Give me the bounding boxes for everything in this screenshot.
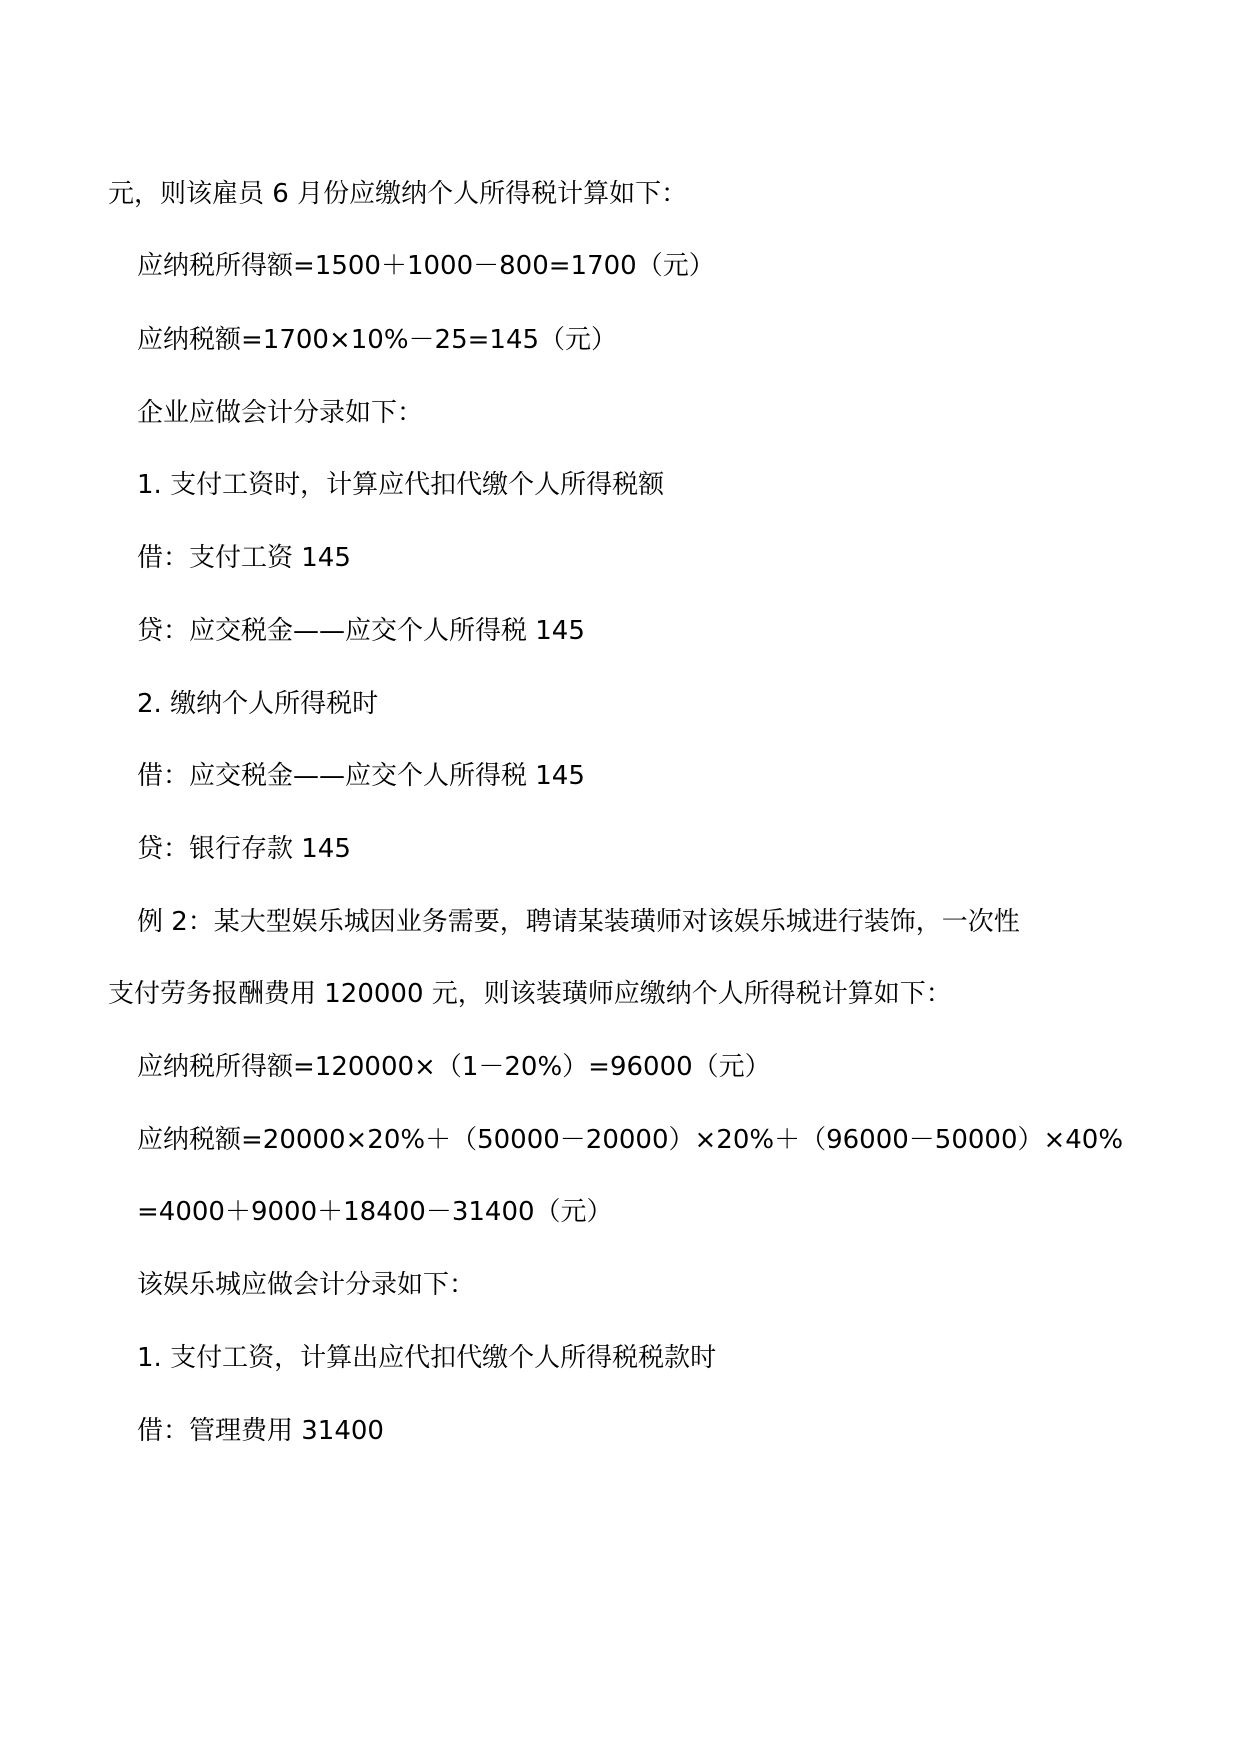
text-line-11: 例 2：某大型娱乐城因业务需要，聘请某装璜师对该娱乐城进行装饰，一次性 xyxy=(137,907,1020,937)
text-line-2: 应纳税所得额=1500＋1000－800=1700（元） xyxy=(137,251,715,281)
text-line-6: 借：支付工资 145 xyxy=(137,543,351,573)
text-line-5: 1. 支付工资时，计算应代扣代缴个人所得税额 xyxy=(137,470,665,500)
text-line-8: 2. 缴纳个人所得税时 xyxy=(137,689,379,719)
text-line-1: 元，则该雇员 6 月份应缴纳个人所得税计算如下： xyxy=(108,179,688,209)
text-line-10: 贷：银行存款 145 xyxy=(137,834,351,864)
text-line-4: 企业应做会计分录如下： xyxy=(137,398,424,428)
text-line-3: 应纳税额=1700×10%－25=145（元） xyxy=(137,325,618,355)
text-line-14: 应纳税额=20000×20%＋（50000－20000）×20%＋（96000－50000）×40% xyxy=(137,1125,1124,1155)
text-line-13: 应纳税所得额=120000×（1－20%）=96000（元） xyxy=(137,1052,771,1082)
text-line-7: 贷：应交税金——应交个人所得税 145 xyxy=(137,616,585,646)
text-line-18: 借：管理费用 31400 xyxy=(137,1416,384,1446)
text-line-17: 1. 支付工资，计算出应代扣代缴个人所得税税款时 xyxy=(137,1343,717,1373)
text-line-16: 该娱乐城应做会计分录如下： xyxy=(137,1270,476,1300)
text-line-15: =4000＋9000＋18400－31400（元） xyxy=(137,1197,613,1227)
text-line-9: 借：应交税金——应交个人所得税 145 xyxy=(137,761,585,791)
text-line-12: 支付劳务报酬费用 120000 元，则该装璜师应缴纳个人所得税计算如下： xyxy=(108,979,952,1009)
